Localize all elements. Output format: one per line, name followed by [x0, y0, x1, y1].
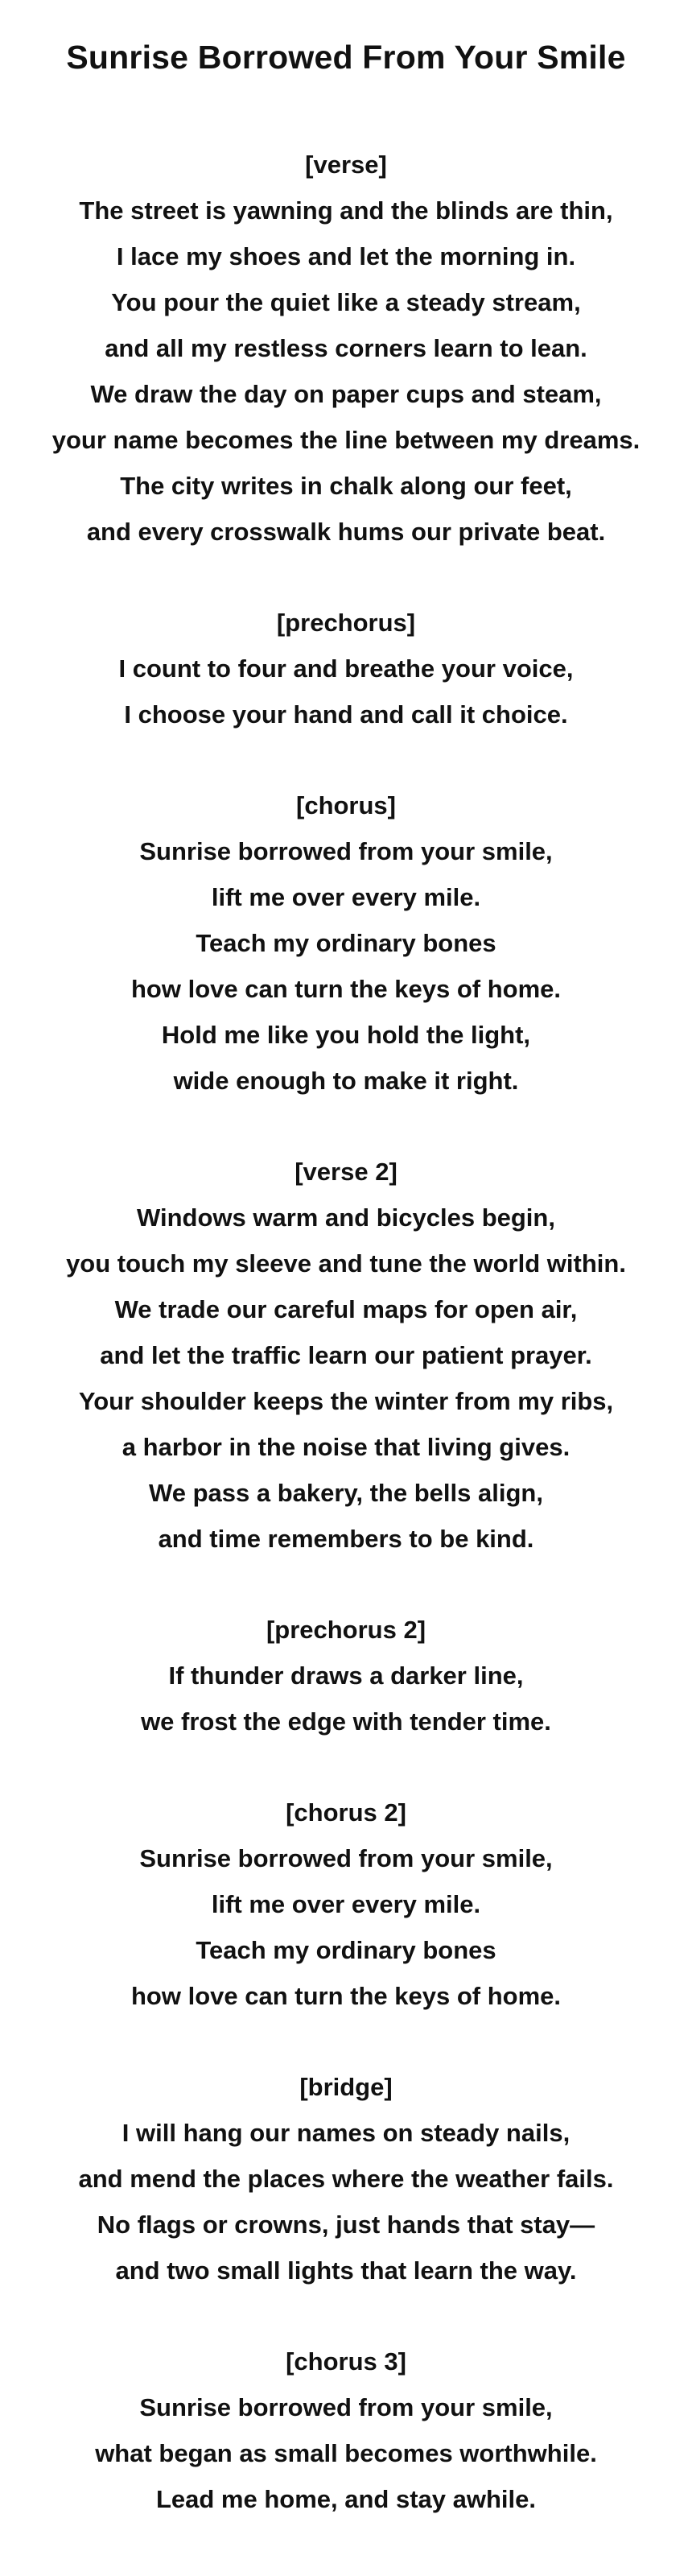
lyric-line: Hold me like you hold the light, — [161, 1021, 531, 1049]
section-tag: [chorus 3] — [286, 2347, 406, 2376]
lyric-line: The street is yawning and the blinds are thin, — [79, 196, 613, 225]
lyric-line: We draw the day on paper cups and steam, — [90, 380, 602, 408]
lyric-line: your name becomes the line between my dreams. — [51, 426, 641, 454]
lyric-line: a harbor in the noise that living gives. — [122, 1433, 570, 1461]
lyric-line: We trade our careful maps for open air, — [114, 1295, 578, 1323]
lyrics-section — [0, 1607, 692, 1744]
lyric-line: If thunder draws a darker line, — [168, 1662, 524, 1690]
lyrics-section — [0, 600, 692, 737]
lyric-line: You pour the quiet like a steady stream, — [111, 288, 581, 316]
lyric-line: and every crosswalk hums our private beat. — [86, 518, 606, 546]
lyric-line: and two small lights that learn the way. — [115, 2256, 577, 2285]
lyric-line: I will hang our names on steady nails, — [122, 2119, 570, 2147]
lyric-line: Sunrise borrowed from your smile, — [139, 1844, 553, 1872]
section-tag: [prechorus] — [276, 609, 416, 637]
lyric-line: and all my restless corners learn to lean. — [105, 334, 587, 362]
lyrics-sections — [0, 142, 692, 2522]
lyric-line: No flags or crowns, just hands that stay— — [97, 2211, 595, 2239]
lyric-line: The city writes in chalk along our feet, — [120, 472, 572, 500]
lyrics-section — [0, 2339, 692, 2522]
lyric-line: Sunrise borrowed from your smile, — [139, 2393, 553, 2421]
section-tag: [chorus 2] — [286, 1798, 406, 1827]
lyric-line: and mend the places where the weather fails. — [78, 2165, 614, 2193]
lyric-line: wide enough to make it right. — [173, 1067, 519, 1095]
lyric-line: Your shoulder keeps the winter from my ribs, — [78, 1387, 614, 1415]
lyric-line: Sunrise borrowed from your smile, — [139, 837, 553, 865]
lyric-line: you touch my sleeve and tune the world within. — [66, 1249, 626, 1278]
section-tag: [verse] — [305, 151, 387, 179]
section-tag: [bridge] — [299, 2073, 393, 2101]
lyric-line: how love can turn the keys of home. — [131, 975, 561, 1003]
lyric-line: and time remembers to be kind. — [158, 1525, 534, 1553]
lyric-line: I choose your hand and call it choice. — [124, 700, 568, 729]
lyric-line: Windows warm and bicycles begin, — [137, 1203, 555, 1232]
lyrics-section — [0, 1790, 692, 2019]
lyric-line: how love can turn the keys of home. — [131, 1982, 561, 2010]
section-tag: [chorus] — [296, 791, 396, 819]
section-tag: [verse 2] — [295, 1158, 397, 1186]
lyric-line: Teach my ordinary bones — [196, 1936, 496, 1964]
lyric-line: and let the traffic learn our patient prayer. — [100, 1341, 592, 1369]
lyric-line: what began as small becomes worthwhile. — [95, 2439, 597, 2467]
lyric-line: we frost the edge with tender time. — [141, 1707, 551, 1736]
lyric-line: Lead me home, and stay awhile. — [155, 2485, 537, 2513]
lyrics-section — [0, 1149, 692, 1562]
lyrics-section — [0, 142, 692, 555]
lyric-line: We pass a bakery, the bells align, — [149, 1479, 543, 1507]
lyric-line: lift me over every mile. — [211, 1890, 481, 1918]
lyrics-section — [0, 782, 692, 1104]
section-tag: [prechorus 2] — [266, 1616, 426, 1644]
lyrics-section — [0, 2064, 692, 2293]
song-title: Sunrise Borrowed From Your Smile — [66, 39, 626, 76]
lyric-line: I count to four and breathe your voice, — [118, 654, 574, 683]
lyric-line: Teach my ordinary bones — [196, 929, 496, 957]
lyric-line: I lace my shoes and let the morning in. — [116, 242, 576, 270]
lyric-line: lift me over every mile. — [211, 883, 481, 911]
